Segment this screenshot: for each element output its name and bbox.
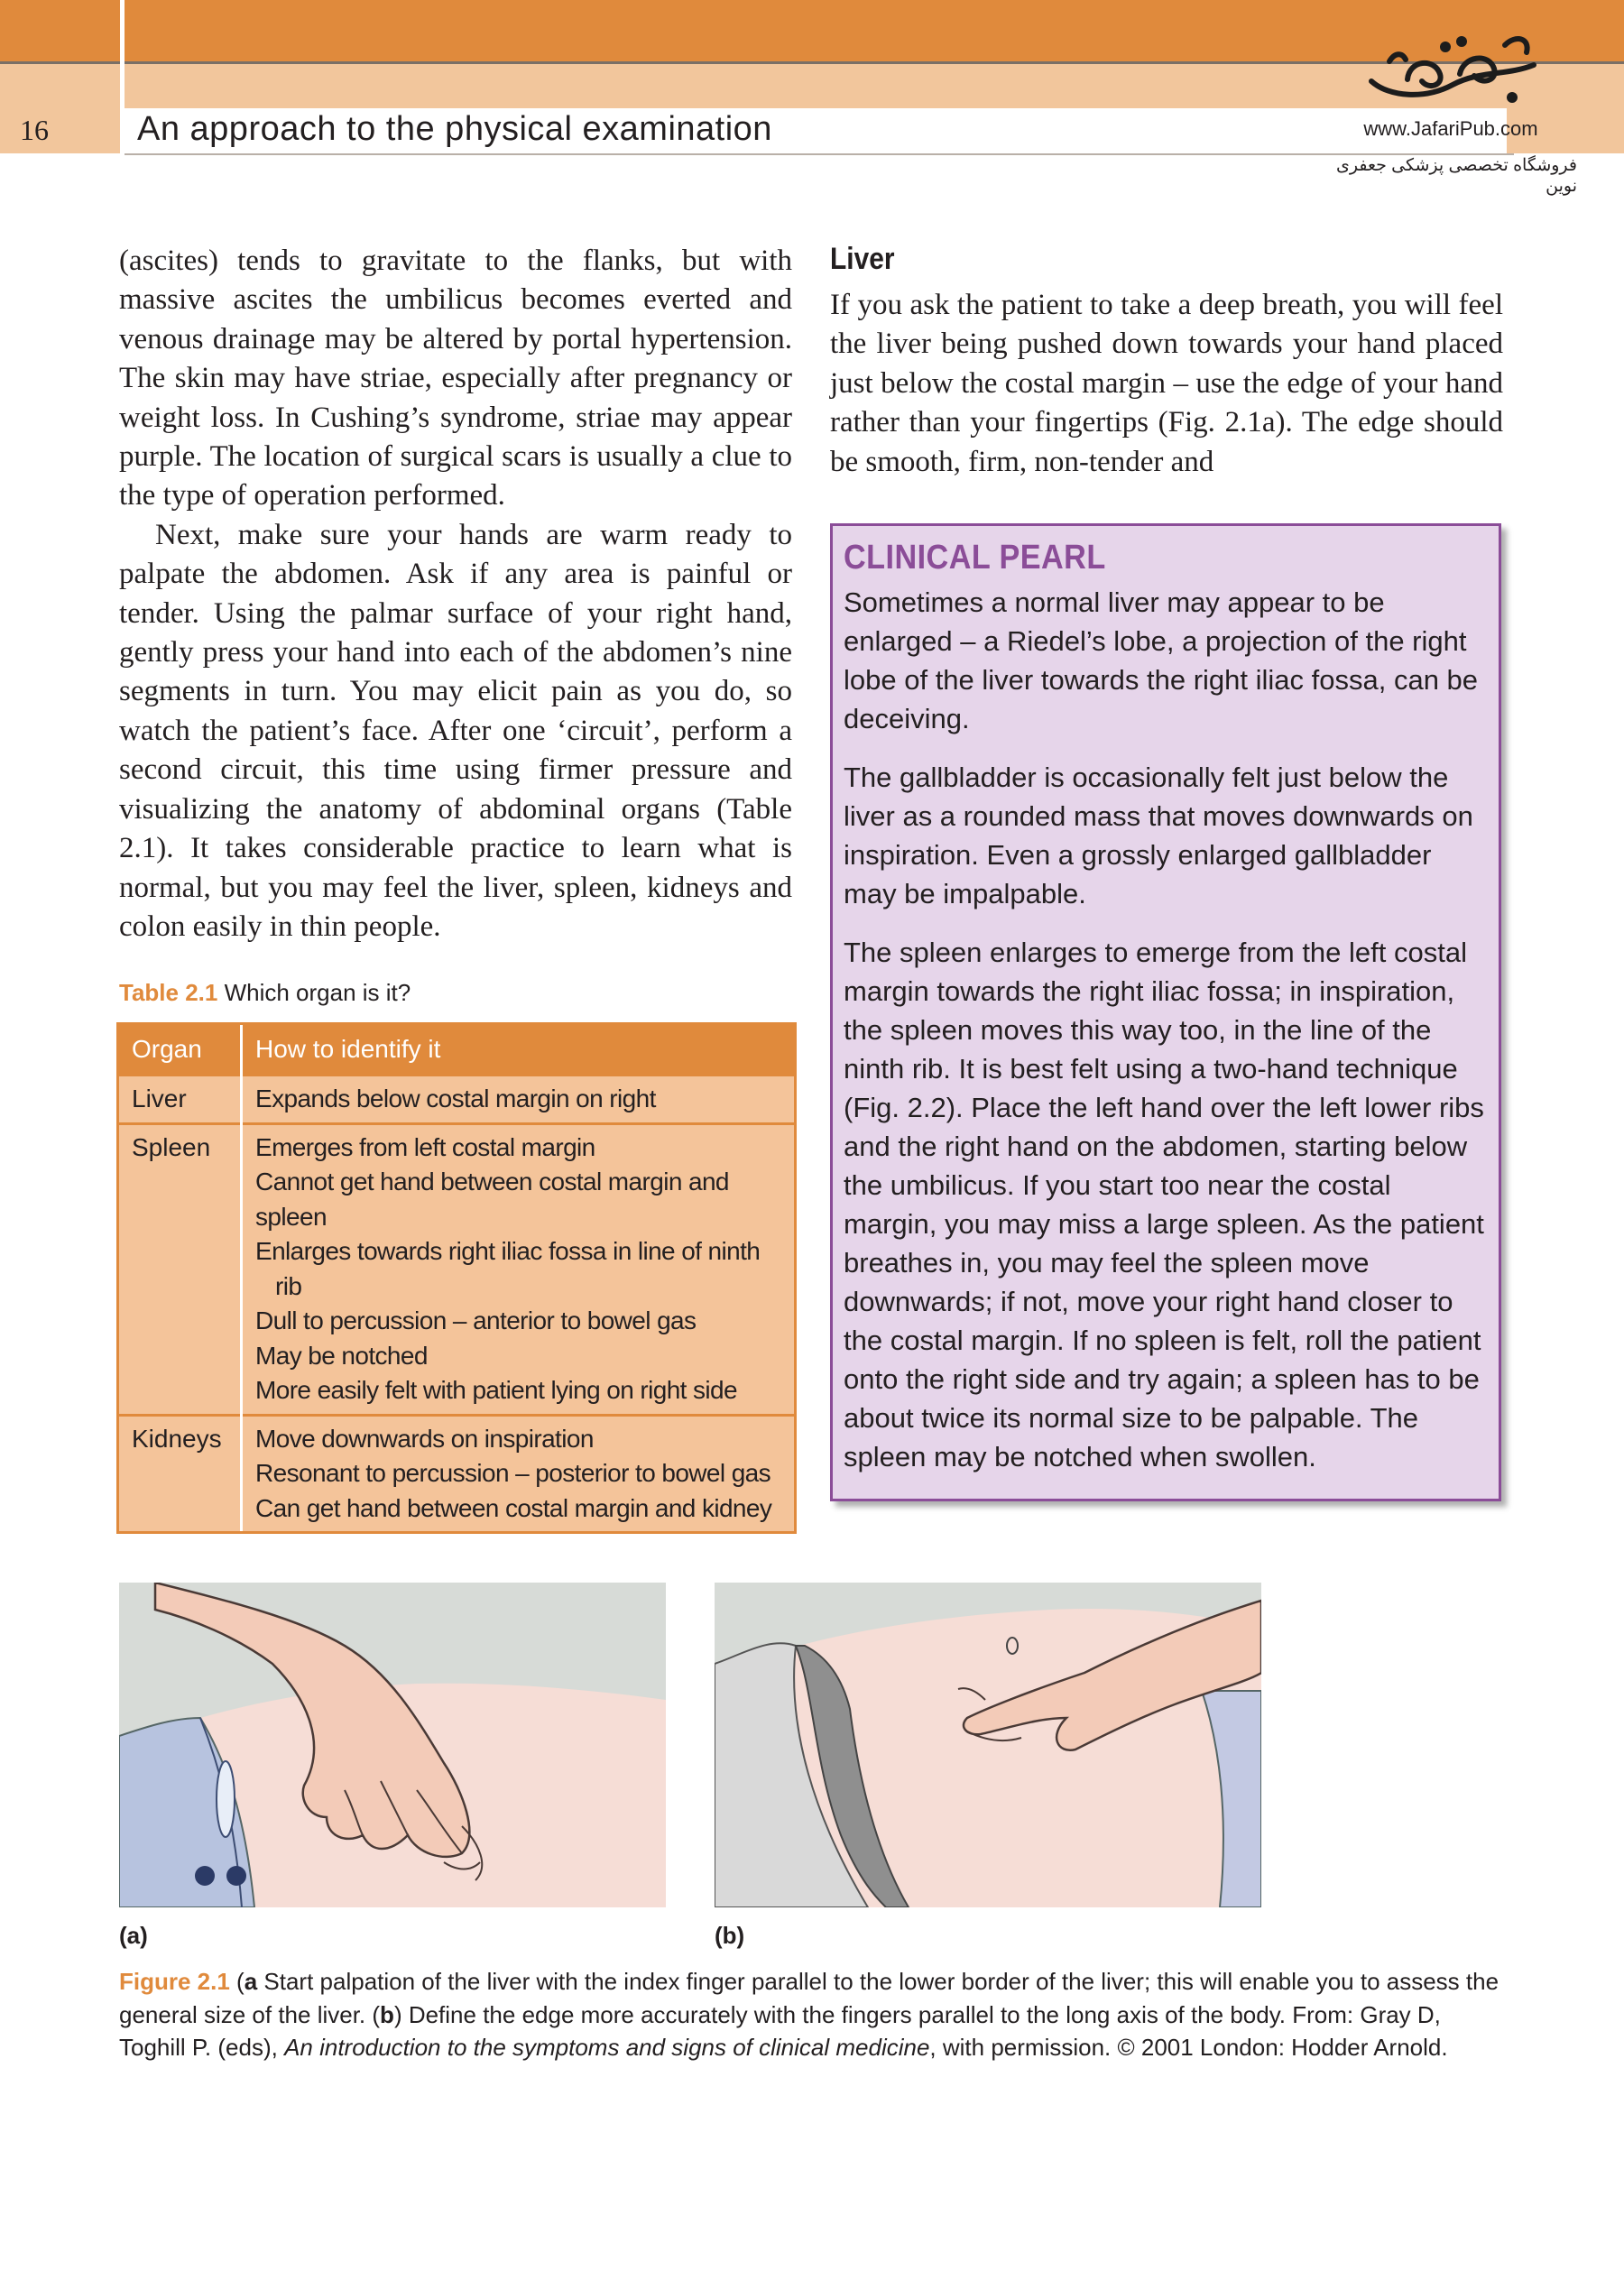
left-column: [119, 242, 792, 946]
publisher-logo-icon: [1353, 25, 1552, 115]
organ-cell: Liver: [119, 1075, 242, 1124]
shop-name: فروشگاه تخصصی پزشکی جعفری نوین: [1336, 156, 1577, 196]
figure-caption-end: , with permission. © 2001 London: Hodder Arnold.: [929, 2034, 1448, 2061]
figure-label-a: (a): [119, 1922, 148, 1949]
sign-line: Enlarges towards right iliac fossa in line of ninth: [255, 1237, 761, 1265]
figure-b-illustration: [715, 1583, 1261, 1907]
figure-a-illustration: [119, 1583, 666, 1907]
right-column: [830, 242, 1503, 482]
sign-line: rib: [275, 1271, 302, 1300]
body-paragraph-liver: If you ask the patient to take a deep breath, you will feel the liver being pushed down towards your hand placed just below the costal margin – use the edge of your hand rather than your fingertips (Fig. 2.1a). The edge should be smooth, firm, non-tender and: [830, 289, 1503, 478]
table-header-row: [119, 1025, 794, 1075]
body-paragraph-palpation: Next, make sure your hands are warm ready to palpate the abdomen. Ask if any area is painful or tender. Using the palmar surface of your right hand, gently press your hand into each of the abdomen’s nine segments in turn. You may elicit pain as you do, so watch the patient’s face. After one ‘circuit’, perform a second circuit, this time using firmer pressure and visualizing the anatomy of abdominal organs (Table 2.1). It takes considerable practice to learn what is normal, but you may feel the liver, spleen, kidneys and colon easily in thin people.: [119, 518, 792, 943]
sign-line: May be notched: [255, 1341, 428, 1370]
figure-caption-label: Figure 2.1: [119, 1968, 230, 1995]
table-header-how: How to identify it: [242, 1025, 795, 1075]
page-number: 16: [20, 114, 49, 146]
clinical-pearl-title: CLINICAL PEARL: [844, 539, 1106, 577]
clinical-pearl-paragraph: The spleen enlarges to emerge from the left costal margin towards the right iliac fossa; in inspiration, the spleen moves this way too, in the line of the ninth rib. It is best felt using a two-hand technique (Fig. 2.2). Place the left hand over the left lower ribs and the right hand on the abdomen, starting below the umbilicus. If you start too near the costal margin, you may miss a large spleen. As the patient breathes in, you may feel the spleen move downwards; if not, move your right hand closer to the costal margin. If no spleen is felt, roll the patient onto the right side and try again; a spleen has to be about twice its normal size to be palpable. The spleen may be notched when swollen.: [844, 937, 1484, 1472]
table-row: [119, 1123, 794, 1415]
table-header-organ: Organ: [119, 1025, 242, 1075]
sign-line: Cannot get hand between costal margin and spleen: [255, 1168, 729, 1231]
sign-line: More easily felt with patient lying on right side: [255, 1376, 737, 1404]
figure-caption-book-title: An introduction to the symptoms and signs of clinical medicine: [284, 2034, 930, 2061]
figure-caption-text-b: ) Define the edge more accurately with the fingers parallel to the long axis of the body. From: Gray D, Toghill P. (eds),: [119, 2000, 1441, 2061]
clinical-pearl-box: [830, 523, 1501, 1501]
figure-caption-mark-a: a: [244, 1968, 258, 1995]
body-paragraph-ascites: (ascites) tends to gravitate to the flanks, but with massive ascites the umbilicus becomes everted and venous drainage may be altered by portal hypertension. The skin may have striae, especially after pregnancy or weight loss. In Cushing’s syndrome, striae may appear purple. The location of surgical scars is usually a clue to the type of operation performed.: [119, 245, 792, 512]
header-divider: [120, 0, 125, 155]
section-heading-liver: Liver: [830, 242, 895, 276]
figure-label-b: (b): [715, 1922, 745, 1949]
clinical-pearl-paragraph: The gallbladder is occasionally felt just below the liver as a rounded mass that moves downwards on inspiration. Even a grossly enlarged gallbladder may be impalpable.: [844, 762, 1473, 909]
figure-caption: Figure 2.1 (a Start palpation of the liver with the index finger parallel to the lower border of the liver; this will enable you to assess the general size of the liver. (b) Define the edge more accurately with the fingers parallel to the long axis of the body. From: Gray D, Toghill P. (eds), An introduction to the symptoms and signs of clinical medicine, with permission. © 2001 London: Hodder Arnold.: [119, 1968, 1499, 2061]
table-caption: [119, 979, 411, 1007]
header-rule-thin: [125, 153, 1514, 155]
signs-cell: [242, 1075, 795, 1124]
sign-line: Dull to percussion – anterior to bowel gas: [255, 1306, 697, 1334]
table-row: [119, 1415, 794, 1531]
sign-line: Resonant to percussion – posterior to bowel gas: [255, 1459, 771, 1487]
table-row: [119, 1075, 794, 1124]
organ-table: [119, 1025, 794, 1531]
clinical-pearl-paragraph: Sometimes a normal liver may appear to be enlarged – a Riedel’s lobe, a projection of the right lobe of the liver towards the right iliac fossa, can be deceiving.: [844, 586, 1479, 734]
organ-cell: Spleen: [119, 1123, 242, 1415]
sign-line: Move downwards on inspiration: [255, 1424, 594, 1453]
figure-caption-mark-b: b: [380, 2000, 394, 2028]
table-caption-text: Which organ is it?: [224, 979, 411, 1006]
sign-line: Emerges from left costal margin: [255, 1132, 595, 1161]
running-title: An approach to the physical examination: [137, 110, 772, 148]
signs-cell: [242, 1123, 795, 1415]
signs-cell: [242, 1415, 795, 1531]
site-url: www.JafariPub.com: [1363, 117, 1538, 140]
table-label: Table 2.1: [119, 979, 218, 1006]
figure-caption-text-a: Start palpation of the liver with the index finger parallel to the lower border of the liver; this will enable you to assess the general size of the liver. (: [119, 1968, 1499, 2028]
organ-cell: Kidneys: [119, 1415, 242, 1531]
sign-line: Can get hand between costal margin and kidney: [255, 1493, 772, 1522]
sign-line: Expands below costal margin on right: [255, 1085, 656, 1112]
